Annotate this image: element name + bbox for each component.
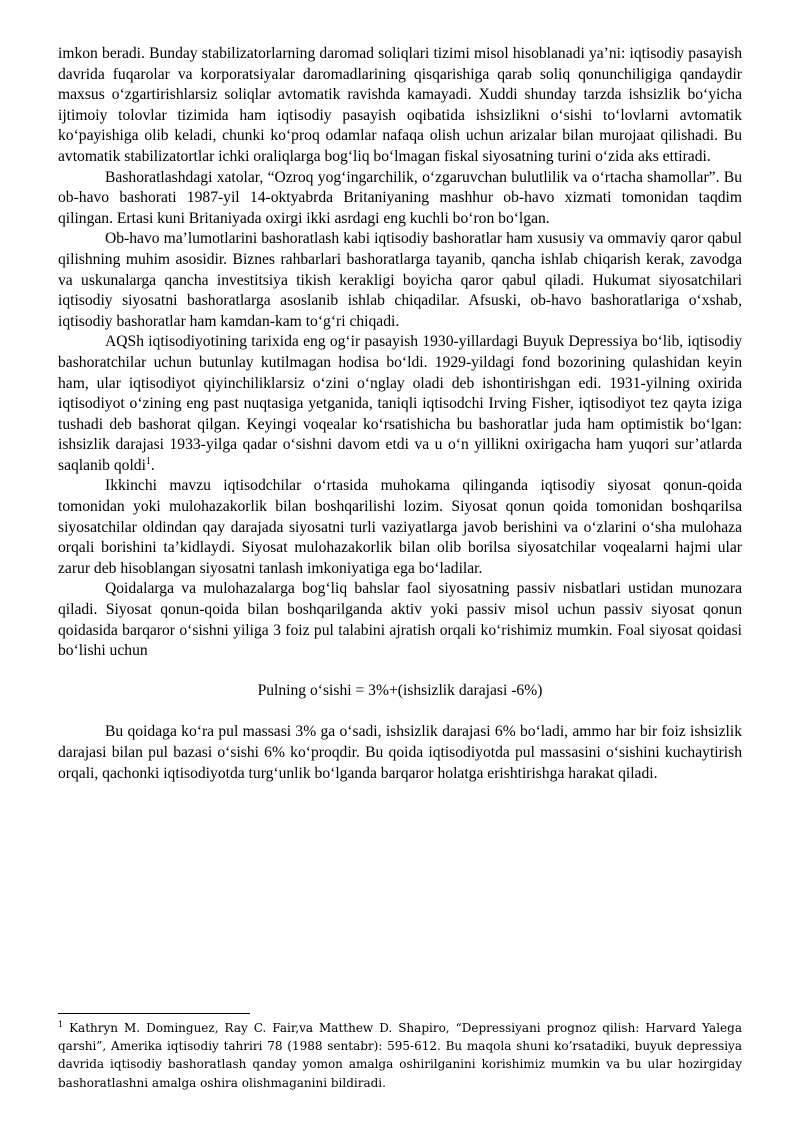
footnote-number: 1 [58,1020,64,1029]
paragraph-5: Ikkinchi mavzu iqtisodchilar o‘rtasida muhokama qilinganda iqtisodiy siyosat qonun-qoida tomonidan yoki mulohazakorlik bilan boshqarilishi lozim. Siyosat qonun qoida tomonidan boshqarilsa siyosatchilar oldindan qay darajada siyosatni turli vaziyatlarga javob berishini va o‘zlarini o‘sha mulohaza orqali borishini ta’kidlaydi. Siyosat mulohazakorlik bilan olib borilsa siyosatchilar voqealarni hajmi ular zarur deb hisoblangan siyosatni tanlash imkoniyatiga ega bo‘ladilar. [58,477,742,577]
paragraph-3: Ob-havo ma’lumotlarini bashoratlash kabi iqtisodiy bashoratlar ham xususiy va ommaviy qaror qabul qilishning muhim asosidir. Biznes rahbarlari bashoratlarga tayanib, qancha ishlab chiqarish kerak, zavodga va uskunalarga qancha investitsiya tikish kerakligi boyicha qaror qabul qiladi. Hukumat siyosatchilari iqtisodiy siyosatni bashoratlarga asoslanib ishlab chiqadilar. Afsuski, ob-havo bashoratlariga o‘xshab, iqtisodiy bashoratlar ham kamdan-kam to‘g‘ri chiqadi. [58,230,742,330]
paragraph-7: Bu qoidaga ko‘ra pul massasi 3% ga o‘sadi, ishsizlik darajasi 6% bo‘ladi, ammo har bir foiz ishsizlik darajasi bilan pul bazasi o‘sishi 6% ko‘proqdir. Bu qoida iqtisodiyotda pul massasini o‘sishini kuchaytirish orqali, qachonki iqtisodiyotda turg‘unlik bo‘lganda barqaror holatga erishtirishga harakat qiladi. [58,723,742,782]
paragraph-2: Bashoratlashdagi xatolar, “Ozroq yog‘ingarchilik, o‘zgaruvchan bulutlilik va o‘rtacha shamollar”. Bu ob-havo bashorati 1987-yil 14-oktyabrda Britaniyaning mashhur ob-havo xizmati tomonidan taqdim qilingan. Ertasi kuni Britaniyada oxirgi ikki asrdagi eng kuchli bo‘ron bo‘lgan. [58,168,742,227]
footnote [58,1019,742,1092]
paragraph-4-text: AQSh iqtisodiyotining tarixida eng og‘ir pasayish 1930-yillardagi Buyuk Depressiya bo‘lib, iqtisodiy bashoratchilar uchun butunlay kutilmagan hodisa bo‘ldi. 1929-yildagi fond bozorining qulashidan keyin ham, ular iqtisodiyot qiyinchiliklarsiz o‘zini o‘nglay oladi deb ishontirishgan edi. 1931-yilning oxirida iqtisodiyot o‘zining eng past nuqtasiga yetganida, taniqli iqtisodchi Irving Fisher, iqtisodiyot tez qayta iziga tushadi deb bashorat qilgan. Keyingi voqealar ko‘rsatishicha bu bashoratlar juda ham optimistik bo‘lgan: ishsizlik darajasi 1933-yilga qadar o‘sishni davom etdi va u o‘n yillikni oxirigacha ham yuqori sur’atlarda saqlanib qoldi [58,333,742,474]
paragraph-6: Qoidalarga va mulohazalarga bog‘liq bahslar faol siyosatning passiv nisbatlari ustidan munozara qiladi. Siyosat qonun-qoida bilan boshqarilganda aktiv yoki passiv misol uchun passiv siyosat qonun qoidasida barqaror o‘sishni yiliga 3 foiz pul talabini ajratish orqali ko‘rishimiz mumkin. Foal siyosat qoidasi bo‘lishi uchun [58,580,742,660]
paragraph-4 [58,332,742,476]
footnote-text: Kathryn M. Dominguez, Ray C. Fair,va Matthew D. Shapiro, “Depressiyani prognoz qilish: Harvard Yalega qarshi”, Amerika iqtisodiy tahriri 78 (1988 sentabr): 595-612. Bu maqola shuni ko’rsatadiki, buyuk depressiya davrida iqtisodiy bashoratlash qanday yomon amalga oshirilganini korishimiz mumkin va bu ular hozirgiday bashoratlashni amalga oshira olishmaganini bildiradi. [58,1021,742,1090]
footnote-separator [58,1013,250,1014]
footnote-reference[interactable]: 1 [145,455,151,467]
formula: Pulning o‘sishi = 3%+(ishsizlik darajasi -6%) [257,681,543,699]
paragraph-1: imkon beradi. Bunday stabilizatorlarning daromad soliqlari tizimi misol hisoblanadi ya’ni: iqtisodiy pasayish davrida fuqarolar va korporatsiyalar daromadlarining qisqarishiga qarab soliq qonunchiligiga qandaydir maxsus o‘zgartirishlarsiz soliqlar avtomatik ravishda kamayadi. Xuddi shunday tarzda ishsizlik bo‘yicha ijtimoiy tolovlar tizimida ham iqtisodiy pasayish oqibatida ishsizlikni o‘sishi to‘lovlarni avtomatik ko‘payishiga olib keladi, chunki ko‘proq odamlar nafaqa olish uchun arizalar bilan murojaat qilishadi. Bu avtomatik stabilizatortlar ichki oraliqlarga bog‘liq bo‘lmagan fiskal siyosatning turini o‘zida aks ettiradi. [58,45,742,165]
paragraph-4-end: . [150,456,155,474]
document-body [58,44,742,784]
